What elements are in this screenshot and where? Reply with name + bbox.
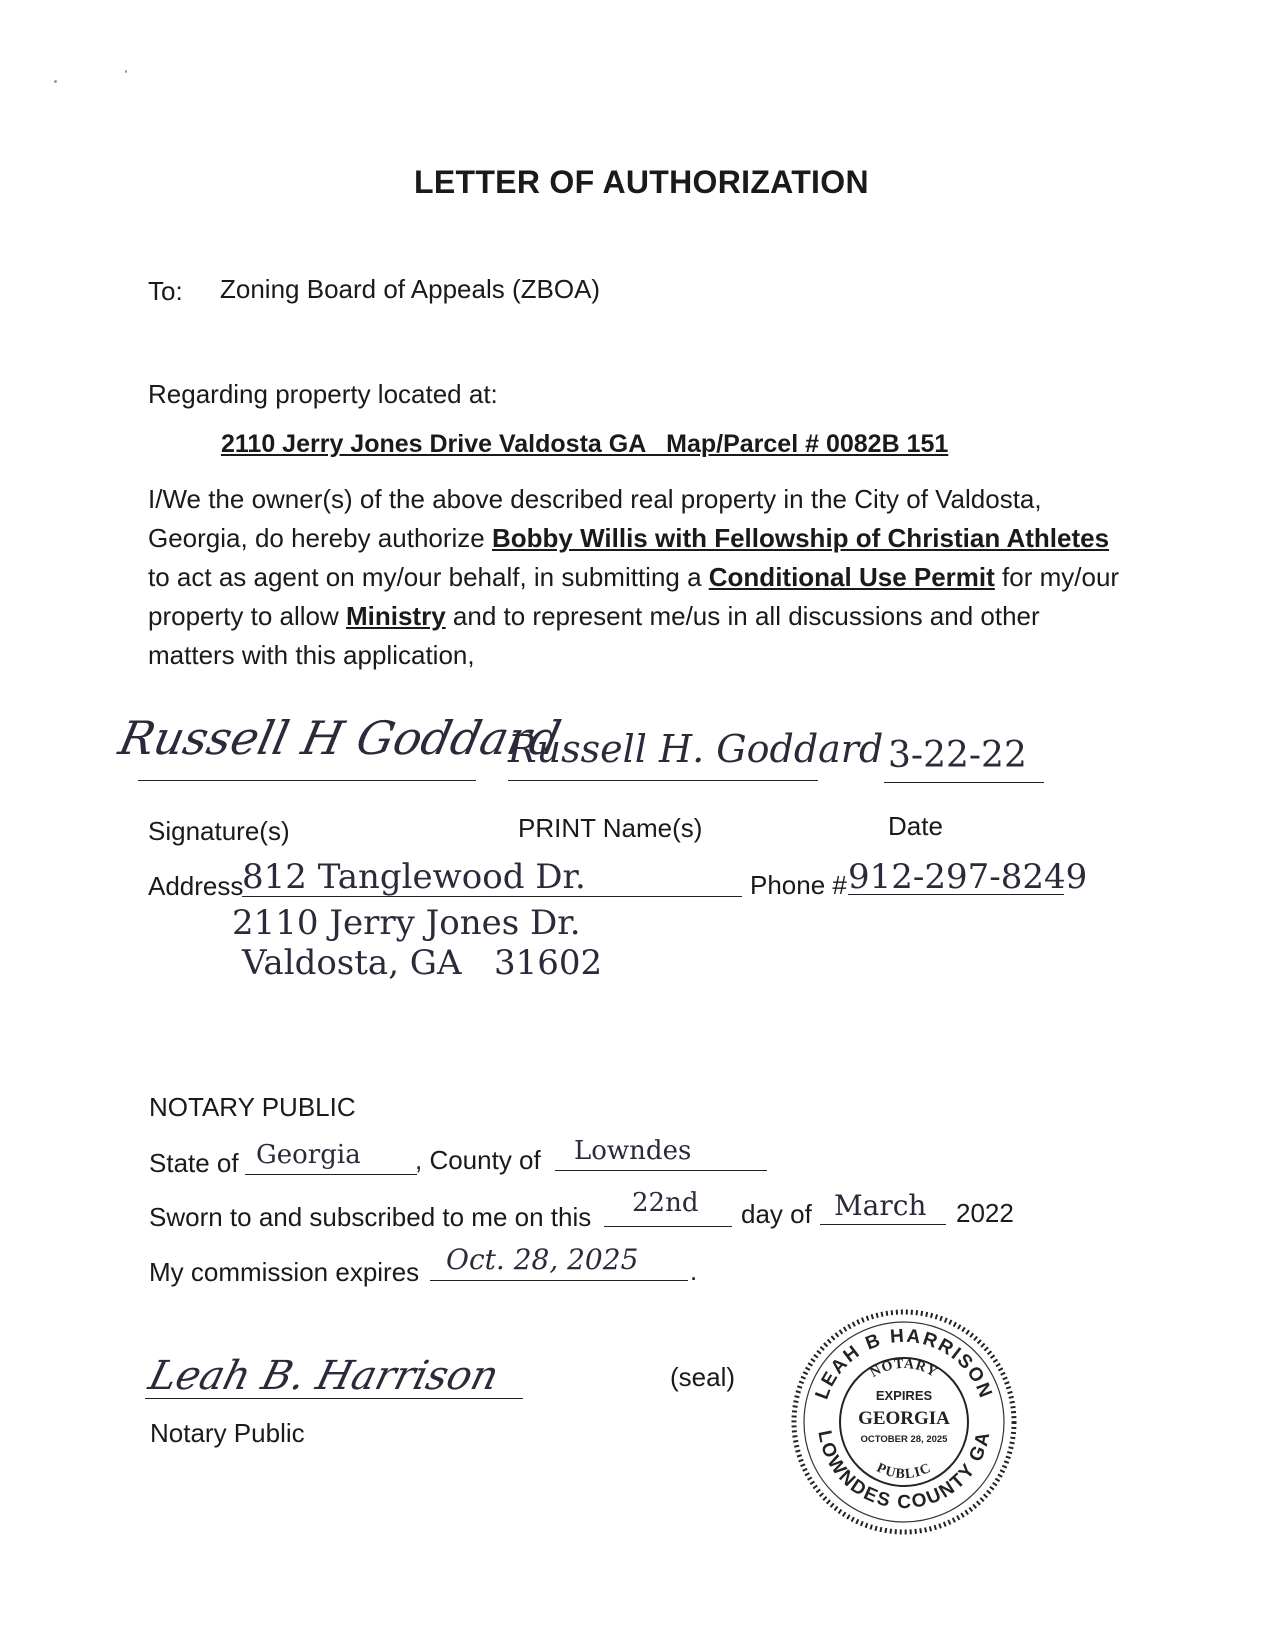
phone-underline: [848, 894, 1064, 895]
notary-seal: [788, 1306, 1020, 1538]
day-value: 22nd: [632, 1188, 699, 1218]
body-text-1: I/We the owner(s) of the above described real property in the City of Valdosta, Georgia, do hereby authorize: [148, 484, 1042, 553]
body-text-3: for my/our property to allow: [148, 562, 1120, 631]
seal-inner-bottom: PUBLIC: [874, 1460, 934, 1483]
day-of-label: day of: [741, 1199, 812, 1229]
date-line: [884, 782, 1044, 783]
permit-type: Conditional Use Permit: [708, 562, 995, 592]
signature-label: Signature(s): [148, 816, 290, 846]
address-underline: [242, 896, 742, 897]
commission-label: My commission expires: [149, 1257, 420, 1287]
owner-signature: Russell H Goddard: [114, 711, 566, 765]
address-line-2: 2110 Jerry Jones Dr.: [232, 903, 581, 943]
print-name-line: [508, 780, 818, 781]
address-label: Address: [148, 871, 244, 901]
county-underline: [555, 1170, 767, 1171]
body-text-2: to act as agent on my/our behalf, in submitting a: [148, 562, 709, 592]
regarding-label: Regarding property located at:: [148, 379, 498, 409]
county-value: Lowndes: [574, 1136, 692, 1166]
state-label: State of: [149, 1148, 239, 1178]
owner-print-name: Russell H. Goddard: [508, 727, 884, 771]
state-underline: [245, 1174, 417, 1175]
day-underline: [604, 1226, 732, 1227]
address-line-3: Valdosta, GA 31602: [242, 943, 603, 983]
notary-heading: NOTARY PUBLIC: [149, 1092, 356, 1122]
commission-underline: [430, 1280, 688, 1281]
use-type: Ministry: [345, 601, 446, 631]
date-label: Date: [888, 811, 943, 841]
phone-label: Phone #: [750, 870, 847, 900]
to-label: To:: [148, 276, 183, 306]
document-title: LETTER OF AUTHORIZATION: [414, 164, 869, 200]
scan-speck: [54, 80, 57, 83]
seal-inner-top: NOTARY: [867, 1356, 941, 1381]
seal-outer-top: LEAH B HARRISON: [811, 1325, 997, 1403]
month-underline: [820, 1224, 946, 1225]
commission-value: Oct. 28, 2025: [446, 1243, 639, 1276]
state-value: Georgia: [256, 1140, 361, 1170]
agent-name: Bobby Willis with Fellowship of Christian Athletes: [492, 523, 1110, 553]
seal-outer-bottom: LOWNDES COUNTY GA: [813, 1428, 995, 1514]
month-value: March: [834, 1189, 927, 1222]
seal-date: OCTOBER 28, 2025: [860, 1434, 948, 1445]
seal-state: GEORGIA: [858, 1408, 950, 1429]
seal-label: (seal): [670, 1362, 736, 1392]
address-line-1: 812 Tanglewood Dr.: [242, 857, 586, 897]
owner-date: 3-22-22: [888, 735, 1027, 776]
scan-speck: [125, 70, 127, 73]
body-text-4: and to represent me/us in all discussions and other matters with this application,: [148, 601, 1040, 670]
commission-period: .: [690, 1256, 698, 1286]
notary-public-label: Notary Public: [150, 1418, 305, 1448]
signature-line: [138, 780, 476, 781]
sworn-year: 2022: [956, 1198, 1014, 1228]
print-name-label: PRINT Name(s): [518, 813, 703, 843]
property-line: 2110 Jerry Jones Drive Valdosta GA Map/Parcel # 0082B 151: [221, 430, 949, 458]
to-value: Zoning Board of Appeals (ZBOA): [220, 274, 601, 304]
county-label: , County of: [415, 1145, 541, 1175]
sworn-label: Sworn to and subscribed to me on this: [149, 1202, 592, 1232]
seal-expires: EXPIRES: [875, 1388, 933, 1403]
notary-signature-line: [145, 1398, 523, 1399]
authorization-paragraph: [148, 480, 1128, 675]
notary-signature: Leah B. Harrison: [144, 1353, 504, 1399]
phone-value: 912-297-8249: [848, 857, 1088, 897]
